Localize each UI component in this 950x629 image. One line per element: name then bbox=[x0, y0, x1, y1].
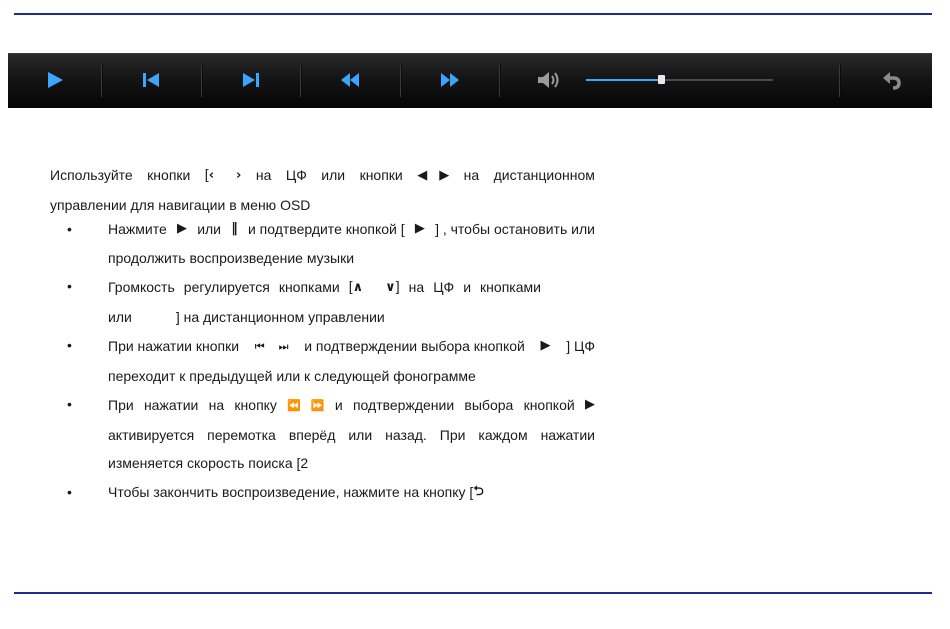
text: или bbox=[197, 221, 221, 237]
text: и подтверждении выбора кнопкой bbox=[304, 338, 525, 354]
bullet-icon: • bbox=[67, 483, 72, 500]
text: нажатии bbox=[143, 397, 199, 413]
separator bbox=[499, 65, 500, 97]
text: ] на дистанционном управлении bbox=[175, 308, 385, 325]
bracket: ] bbox=[395, 278, 400, 294]
separator bbox=[400, 65, 401, 97]
separator bbox=[201, 65, 202, 97]
bullet-icon: • bbox=[67, 337, 72, 353]
intro-bracket-keys bbox=[205, 160, 242, 191]
bullet-icon: • bbox=[67, 278, 72, 294]
text: Нажмите bbox=[108, 221, 167, 237]
previous-track-button[interactable] bbox=[131, 63, 171, 97]
list-item bbox=[50, 215, 595, 272]
text: на bbox=[208, 397, 225, 413]
list-item bbox=[50, 272, 595, 331]
intro-line-1 bbox=[50, 160, 595, 191]
list-item-line: переходит к предыдущей или к следующей фонограмме bbox=[108, 367, 476, 384]
text: ЦФ bbox=[433, 279, 455, 295]
next-track-icon bbox=[242, 71, 260, 89]
text: и bbox=[334, 397, 343, 413]
list-item-line: изменяется скорость поиска [2 bbox=[108, 455, 309, 471]
right-triangle-icon: ▶ bbox=[439, 168, 450, 183]
fast-forward-button[interactable] bbox=[430, 63, 470, 97]
list-item-line: активируется перемотка вперёд или назад. При каждом нажатии bbox=[108, 426, 595, 443]
top-rule bbox=[14, 13, 932, 15]
rewind-button[interactable] bbox=[330, 63, 370, 97]
text: и подтвердите кнопкой [ bbox=[247, 221, 405, 237]
list-item bbox=[50, 478, 595, 507]
left-triangle-icon: ◀ bbox=[417, 168, 428, 183]
volume-slider[interactable] bbox=[586, 79, 773, 81]
right-arrow-icon: › bbox=[236, 168, 242, 183]
return-icon: ⮌ bbox=[473, 483, 484, 499]
bracket: [ bbox=[204, 166, 209, 182]
list-item-line bbox=[108, 303, 595, 332]
text: и bbox=[463, 279, 472, 295]
text: подтверждении bbox=[352, 397, 455, 413]
play-triangle-icon: ▶ bbox=[584, 397, 595, 412]
intro-word: дистанционном bbox=[493, 167, 595, 183]
rewind-icon bbox=[340, 71, 360, 89]
list-item-line bbox=[108, 272, 541, 303]
list-item-line bbox=[108, 390, 595, 421]
text: При bbox=[108, 397, 134, 413]
intro-word: Используйте bbox=[50, 167, 133, 183]
play-button[interactable] bbox=[35, 63, 75, 97]
text: кнопкой bbox=[523, 397, 575, 413]
text: кнопками bbox=[480, 279, 541, 295]
text: на bbox=[408, 279, 425, 295]
volume-button[interactable] bbox=[529, 63, 569, 97]
bullet-icon: • bbox=[67, 221, 72, 237]
left-arrow-icon: ‹ bbox=[208, 168, 215, 183]
text: Громкость bbox=[108, 279, 175, 295]
intro-word: ЦФ bbox=[285, 167, 307, 183]
up-down-keys bbox=[349, 272, 400, 303]
fast-forward-icon bbox=[440, 71, 460, 89]
seek-keys bbox=[287, 390, 324, 421]
bullet-icon: • bbox=[67, 396, 72, 412]
intro-word: на bbox=[255, 167, 272, 183]
text: Чтобы закончить воспроизведение, нажмите на кнопку [ bbox=[108, 483, 474, 500]
list-item bbox=[50, 390, 595, 478]
text: кнопку bbox=[234, 397, 277, 413]
text: кнопками bbox=[278, 279, 340, 295]
intro-paragraph bbox=[50, 160, 595, 219]
volume-slider-fill bbox=[586, 79, 661, 81]
instruction-list bbox=[50, 215, 595, 506]
list-item-line: продолжить воспроизведение музыки bbox=[108, 249, 355, 266]
intro-word: кнопки bbox=[147, 167, 191, 183]
text: или bbox=[108, 308, 132, 325]
rewind-small-icon: ⏪ bbox=[287, 399, 301, 412]
bottom-rule bbox=[14, 592, 932, 594]
separator bbox=[101, 65, 102, 97]
text: выбора bbox=[464, 397, 514, 413]
text: регулируется bbox=[183, 279, 270, 295]
separator bbox=[300, 65, 301, 97]
up-arrow-icon: ∧ bbox=[352, 280, 364, 295]
separator bbox=[839, 65, 840, 97]
next-track-small-icon: ⏭ bbox=[278, 340, 289, 353]
play-triangle-icon: ▶ bbox=[540, 338, 551, 353]
pause-icon: ‖ bbox=[231, 221, 238, 236]
volume-icon bbox=[536, 70, 562, 90]
remote-arrow-keys bbox=[417, 160, 449, 191]
fast-forward-small-icon: ⏩ bbox=[310, 399, 325, 412]
skip-keys bbox=[255, 331, 289, 362]
list-item-line bbox=[108, 478, 595, 507]
list-item-line bbox=[108, 331, 595, 362]
back-icon bbox=[881, 69, 903, 91]
bracket: [ bbox=[348, 278, 353, 294]
next-track-button[interactable] bbox=[231, 63, 271, 97]
list-item-line bbox=[108, 215, 595, 244]
intro-word: или bbox=[321, 167, 346, 183]
text: ] , чтобы остановить или bbox=[435, 221, 595, 237]
player-control-bar bbox=[8, 53, 932, 108]
previous-track-icon bbox=[142, 71, 160, 89]
volume-slider-handle[interactable] bbox=[658, 75, 665, 84]
down-arrow-icon: ∨ bbox=[385, 280, 396, 295]
play-triangle-icon: ▶ bbox=[176, 221, 187, 236]
play-icon bbox=[46, 71, 64, 89]
previous-track-small-icon: ⏮ bbox=[254, 340, 265, 353]
intro-word: кнопки bbox=[359, 167, 403, 183]
play-triangle-icon: ▶ bbox=[414, 221, 425, 236]
back-button[interactable] bbox=[872, 63, 912, 97]
intro-line-2: управлении для навигации в меню OSD bbox=[50, 196, 311, 213]
intro-word: на bbox=[463, 167, 480, 183]
text: ] ЦФ bbox=[566, 338, 595, 354]
text: При нажатии кнопки bbox=[108, 338, 240, 354]
list-item bbox=[50, 331, 595, 390]
